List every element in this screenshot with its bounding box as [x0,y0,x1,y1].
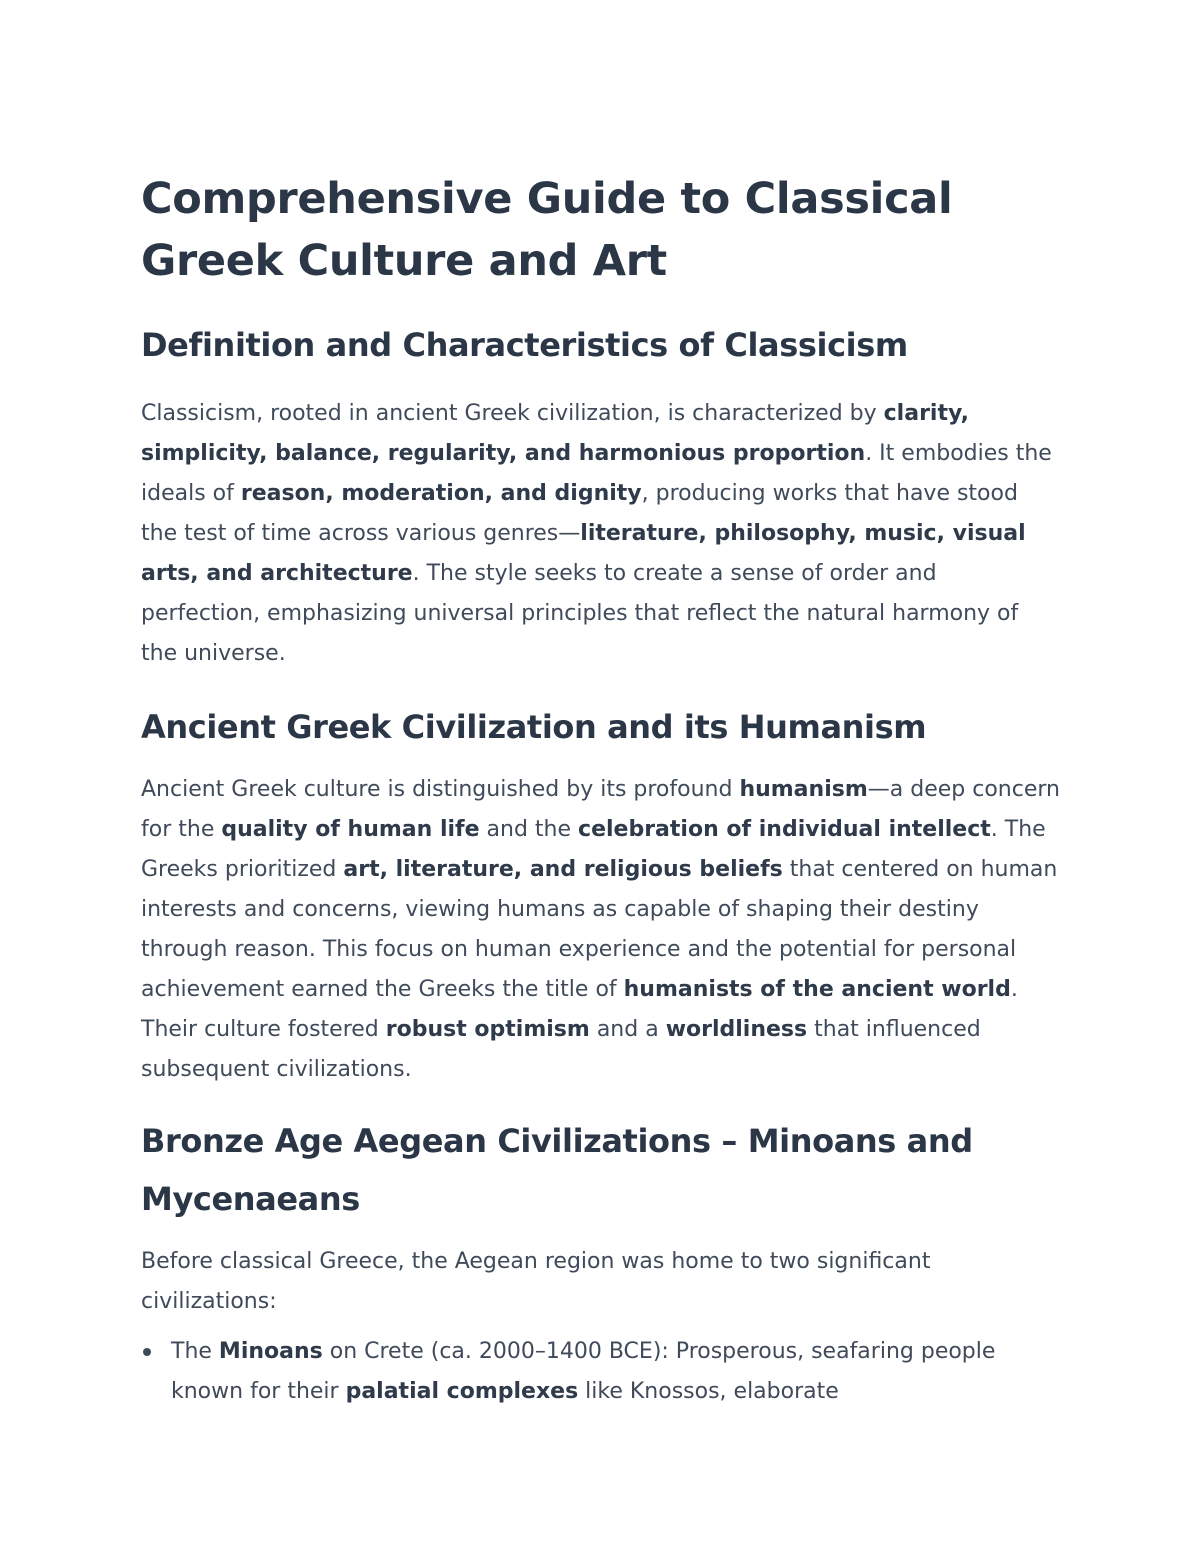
bold-phrase: humanism [739,777,868,802]
section-paragraph-bronze-age: Before classical Greece, the Aegean region was home to two significant civilizations: [141,1249,931,1314]
section-paragraph-definition: Classicism, rooted in ancient Greek civilization, is characterized by clarity, simplicity, balance, regularity, and harmonious proportion. It embodies the ideals of reason, moderation, and dignity, producing works that have stood the test of time across various genres—literature, philosophy, music, visual arts, and architecture. The style seeks to create a sense of order and perfection, emphasizing universal principles that reflect the natural harmony of the universe. [141,401,1052,666]
section-heading-bronze-age: Bronze Age Aegean Civilizations – Minoans and Mycenaeans [141,1122,973,1218]
bold-phrase: Minoans [218,1339,323,1364]
list-item [141,1332,1061,1412]
bold-phrase: worldliness [665,1017,808,1042]
section-heading-definition: Definition and Characteristics of Classicism [141,326,908,364]
bold-phrase: clarity, simplicity, balance, regularity, and harmonious proportion [141,401,969,466]
document-page [141,168,1061,1412]
document-title: Comprehensive Guide to Classical Greek Culture and Art [141,174,953,286]
bold-phrase: reason, moderation, and dignity [240,481,642,506]
bold-phrase: celebration of individual intellect [578,817,991,842]
bold-phrase: humanists of the ancient world [623,977,1011,1002]
bold-phrase: art, literature, and religious beliefs [343,857,783,882]
section-heading-humanism: Ancient Greek Civilization and its Humanism [141,708,927,746]
bronze-age-list [141,1332,1061,1412]
section-paragraph-humanism: Ancient Greek culture is distinguished by its profound humanism—a deep concern for the quality of human life and the celebration of individual intellect. The Greeks prioritized art, literature, and religious beliefs that centered on human interests and concerns, viewing humans as capable of shaping their destiny through reason. This focus on human experience and the potential for personal achievement earned the Greeks the title of humanists of the ancient world. Their culture fostered robust optimism and a worldliness that influenced subsequent civilizations. [141,777,1060,1082]
bold-phrase: quality of human life [221,817,480,842]
list-item-text: The Minoans on Crete (ca. 2000–1400 BCE): Prosperous, seafaring people known for their palatial complexes like Knossos, elaborate [171,1339,996,1404]
bullet-icon [143,1348,151,1356]
bold-phrase: palatial complexes [345,1379,579,1404]
bold-phrase: literature, philosophy, music, visual arts, and architecture [141,521,1026,586]
bold-phrase: robust optimism [385,1017,590,1042]
